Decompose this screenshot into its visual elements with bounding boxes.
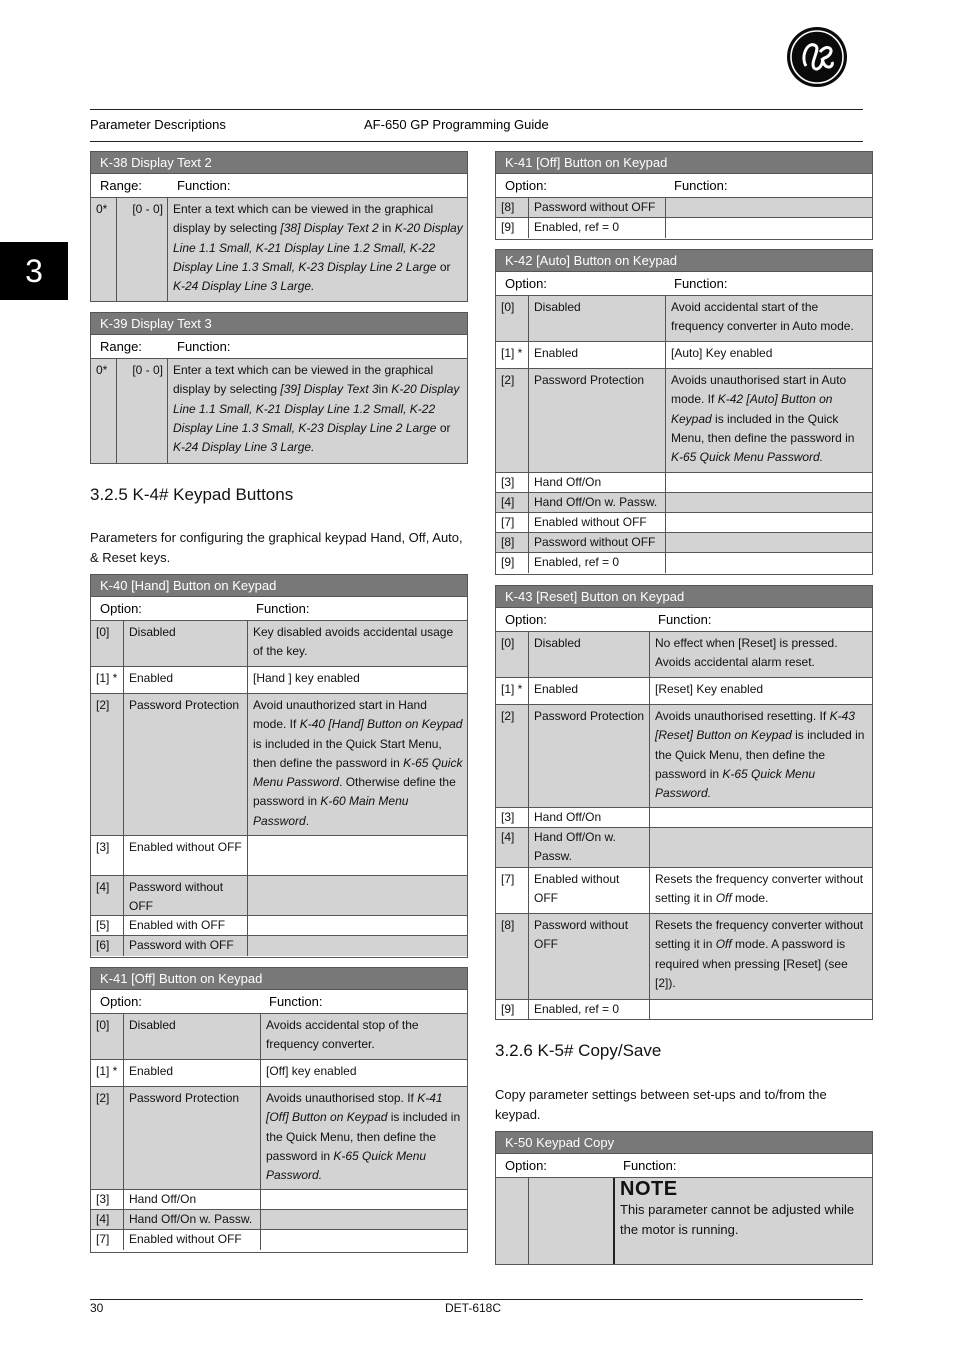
- option-name: Enabled, ref = 0: [529, 553, 666, 573]
- option-code: [3]: [496, 473, 529, 492]
- option-code: [7]: [91, 1230, 124, 1250]
- option-code: [9]: [496, 553, 529, 573]
- option-code: [2]: [496, 369, 529, 472]
- option-function: [261, 1230, 467, 1250]
- option-name: Enabled without OFF: [124, 1230, 261, 1250]
- table-row: [496, 553, 872, 573]
- option-name: Enabled, ref = 0: [529, 218, 666, 238]
- option-name: Disabled: [529, 632, 650, 677]
- table-row: [496, 533, 872, 553]
- option-function: [248, 916, 467, 935]
- doc-number: DET-618C: [445, 1301, 502, 1315]
- col-option: Option:: [100, 601, 142, 616]
- option-function: [650, 808, 872, 827]
- option-name: Hand Off/On: [529, 808, 650, 827]
- table-row: [496, 914, 872, 1000]
- option-function: Avoid accidental start of the frequency converter in Auto mode.: [666, 296, 872, 341]
- default-cell: 0*: [91, 359, 117, 463]
- col-option: Option:: [505, 612, 547, 627]
- option-function: Resets the frequency converter without setting it in Off mode. A password is required when pressing [Reset] (see [2]).: [650, 914, 872, 999]
- table-row: [496, 342, 872, 369]
- table-title: K-41 [Off] Button on Keypad: [91, 968, 467, 990]
- col-function: Function:: [177, 339, 231, 354]
- option-name: Password without OFF: [529, 533, 666, 552]
- function-cell: Enter a text which can be viewed in the graphical display by selecting [38] Display Text 2 in K-20 Display Line 1.1 Small, K-21 Display Line 1.2 Small, K-22 Display Line 1.3 Small, K-23 Display Line 2 Large or K-24 Display Line 3 Large.: [168, 198, 467, 301]
- col-option: Option:: [100, 994, 142, 1009]
- table-row: [91, 1014, 467, 1060]
- param-table-k40: [90, 574, 468, 958]
- option-code: [2]: [91, 1087, 124, 1189]
- option-function: [248, 936, 467, 956]
- option-name: Disabled: [529, 296, 666, 341]
- option-name: Enabled without OFF: [529, 513, 666, 532]
- note-text: This parameter cannot be adjusted while the motor is running.: [620, 1202, 855, 1237]
- table-row: [91, 359, 467, 463]
- option-code: [9]: [496, 218, 529, 238]
- option-function: [Off] key enabled: [266, 1064, 357, 1078]
- option-code: [496, 1178, 529, 1264]
- range-cell: [0 - 0]: [117, 359, 168, 463]
- option-code: [2]: [496, 705, 529, 807]
- table-row: [496, 369, 872, 473]
- option-code: [0]: [91, 1014, 124, 1059]
- option-function: [Hand ] key enabled: [253, 671, 360, 685]
- option-code: [0]: [91, 621, 124, 666]
- ge-logo: [786, 26, 848, 88]
- section-paragraph: Parameters for configuring the graphical keypad Hand, Off, Auto, & Reset keys.: [90, 530, 463, 565]
- option-code: [3]: [91, 1190, 124, 1209]
- chapter-tab: 3: [0, 242, 68, 300]
- option-function: [Reset] Key enabled: [655, 682, 764, 696]
- table-row: [91, 916, 467, 936]
- option-code: [8]: [496, 198, 529, 217]
- param-table-k42: [495, 249, 873, 575]
- col-function: Function:: [674, 178, 728, 193]
- col-range: Range:: [100, 178, 142, 193]
- table-row: [91, 1190, 467, 1210]
- table-title: K-50 Keypad Copy: [496, 1132, 872, 1154]
- table-row: [91, 667, 467, 694]
- option-function: [666, 533, 872, 552]
- section-paragraph: Copy parameter settings between set-ups and to/from the keypad.: [495, 1087, 827, 1122]
- option-code: [5]: [91, 916, 124, 935]
- option-name: [529, 1178, 615, 1264]
- col-function: Function:: [658, 612, 712, 627]
- col-option: Option:: [505, 276, 547, 291]
- range-cell: [0 - 0]: [117, 198, 168, 301]
- section-heading: 3.2.5 K-4# Keypad Buttons: [90, 485, 294, 504]
- col-option: Option:: [505, 178, 547, 193]
- option-code: [6]: [91, 936, 124, 956]
- table-row: [496, 678, 872, 705]
- option-code: [4]: [496, 493, 529, 512]
- table-title: K-43 [Reset] Button on Keypad: [496, 586, 872, 608]
- option-code: [1] *: [496, 342, 529, 368]
- param-table-k39: [90, 312, 468, 464]
- option-code: [1] *: [91, 1060, 124, 1086]
- table-row: [496, 868, 872, 914]
- table-row: [91, 198, 467, 301]
- option-name: Password without OFF: [529, 914, 650, 999]
- option-function: [261, 1210, 467, 1229]
- param-table-k38: [90, 151, 468, 302]
- option-function: [666, 218, 872, 238]
- table-row: [496, 473, 872, 493]
- option-code: [8]: [496, 914, 529, 999]
- header-section-title: Parameter Descriptions: [90, 117, 226, 132]
- col-range: Range:: [100, 339, 142, 354]
- table-header: [91, 335, 467, 359]
- table-row: [496, 296, 872, 342]
- option-function: [Auto] Key enabled: [671, 346, 773, 360]
- table-header: [91, 990, 467, 1014]
- option-code: [1] *: [91, 667, 124, 693]
- note-title: NOTE: [620, 1178, 678, 1200]
- option-code: [3]: [496, 808, 529, 827]
- option-function: [666, 493, 872, 512]
- option-name: Enabled: [529, 678, 650, 704]
- table-row: [496, 493, 872, 513]
- option-function: Avoids unauthorised stop. If K-41 [Off] Button on Keypad is included in the Quick Menu, then define the password in K-65 Quick Menu Password.: [261, 1087, 467, 1189]
- option-name: Hand Off/On w. Passw.: [529, 828, 650, 867]
- col-function: Function:: [269, 994, 323, 1009]
- option-function: [666, 198, 872, 217]
- option-name: Password Protection: [124, 694, 248, 835]
- option-name: Enabled without OFF: [529, 868, 650, 913]
- option-name: Hand Off/On: [124, 1190, 261, 1209]
- option-name: Hand Off/On w. Passw.: [529, 493, 666, 512]
- option-function: Resets the frequency converter without setting it in Off mode.: [655, 872, 864, 906]
- table-row: [91, 836, 467, 876]
- option-function: Avoids accidental stop of the frequency converter.: [261, 1014, 467, 1059]
- table-title: K-40 [Hand] Button on Keypad: [91, 575, 467, 597]
- col-function: Function:: [177, 178, 231, 193]
- table-row: [496, 198, 872, 218]
- table-header: [496, 1154, 872, 1178]
- option-name: Enabled, ref = 0: [529, 1000, 650, 1020]
- option-function: [666, 553, 872, 573]
- note-box: [615, 1178, 872, 1264]
- option-code: [0]: [496, 632, 529, 677]
- col-function: Function:: [674, 276, 728, 291]
- option-function: [666, 513, 872, 532]
- table-title: K-41 [Off] Button on Keypad: [496, 152, 872, 174]
- option-name: Password Protection: [124, 1087, 261, 1189]
- option-function: Avoids unauthorised start in Auto mode. If K-42 [Auto] Button on Keypad is included in the Quick Menu, then define the password in K-65 Quick Menu Password.: [666, 369, 872, 472]
- table-row: [91, 621, 467, 667]
- option-function: [650, 828, 872, 867]
- table-row: [91, 1230, 467, 1250]
- option-name: Password without OFF: [124, 876, 248, 915]
- option-name: Enabled without OFF: [124, 836, 248, 875]
- function-cell: Enter a text which can be viewed in the graphical display by selecting [39] Display Text 3in K-20 Display Line 1.1 Small, K-21 Display Line 1.2 Small, K-22 Display Line 1.3 Small, K-23 Display Line 2 Large or K-24 Display Line 3 Large.: [168, 359, 467, 463]
- option-code: [9]: [496, 1000, 529, 1020]
- option-code: [8]: [496, 533, 529, 552]
- option-code: [4]: [496, 828, 529, 867]
- option-function: [650, 1000, 872, 1020]
- option-function: [666, 473, 872, 492]
- table-row: [496, 1178, 872, 1264]
- option-function: [248, 836, 467, 875]
- option-name: Disabled: [124, 1014, 261, 1059]
- table-row: [496, 513, 872, 533]
- option-code: [2]: [91, 694, 124, 835]
- default-cell: 0*: [91, 198, 117, 301]
- option-name: Enabled: [124, 667, 248, 693]
- option-function: Avoids unauthorised resetting. If K-43 [Reset] Button on Keypad is included in the Quick Menu, then define the password in K-65 Quick Menu Password.: [650, 705, 872, 807]
- option-code: [4]: [91, 1210, 124, 1229]
- table-row: [91, 936, 467, 956]
- option-function: [248, 876, 467, 915]
- table-row: [496, 705, 872, 808]
- table-row: [496, 1000, 872, 1020]
- header-rule-top: [90, 109, 863, 110]
- col-function: Function:: [623, 1158, 677, 1173]
- option-function: Avoid unauthorized start in Hand mode. If K-40 [Hand] Button on Keypad is included in the Quick Start Menu, then define the password in K-65 Quick Menu Password. Otherwise define the password in K-60 Main Menu Password.: [248, 694, 467, 835]
- table-header: [91, 597, 467, 621]
- table-row: [91, 694, 467, 836]
- option-name: Password Protection: [529, 369, 666, 472]
- option-name: Password without OFF: [529, 198, 666, 217]
- col-option: Option:: [505, 1158, 547, 1173]
- table-row: [91, 1210, 467, 1230]
- option-name: Hand Off/On: [529, 473, 666, 492]
- table-header: [91, 174, 467, 198]
- table-header: [496, 608, 872, 632]
- param-table-k43: [495, 585, 873, 1020]
- table-row: [496, 828, 872, 868]
- option-code: [4]: [91, 876, 124, 915]
- footer-rule: [90, 1299, 863, 1300]
- option-code: [3]: [91, 836, 124, 875]
- table-row: [496, 218, 872, 238]
- option-code: [1] *: [496, 678, 529, 704]
- table-row: [496, 808, 872, 828]
- option-function: No effect when [Reset] is pressed. Avoids accidental alarm reset.: [650, 632, 872, 677]
- table-header: [496, 272, 872, 296]
- section-heading: 3.2.6 K-5# Copy/Save: [495, 1041, 662, 1060]
- param-table-k41: [90, 967, 468, 1253]
- option-name: Password with OFF: [124, 936, 248, 956]
- option-name: Hand Off/On w. Passw.: [124, 1210, 261, 1229]
- option-name: Password Protection: [529, 705, 650, 807]
- page-number: 30: [90, 1301, 104, 1315]
- option-name: Enabled: [529, 342, 666, 368]
- option-name: Enabled with OFF: [124, 916, 248, 935]
- header-rule-bottom: [90, 141, 863, 142]
- param-table-k41-continued: [495, 151, 873, 240]
- table-title: K-38 Display Text 2: [91, 152, 467, 174]
- table-header: [496, 174, 872, 198]
- option-code: [7]: [496, 513, 529, 532]
- option-name: Enabled: [124, 1060, 261, 1086]
- option-function: [261, 1190, 467, 1209]
- option-name: Disabled: [124, 621, 248, 666]
- option-function: Key disabled avoids accidental usage of the key.: [248, 621, 467, 666]
- table-title: K-39 Display Text 3: [91, 313, 467, 335]
- table-row: [91, 1060, 467, 1087]
- table-title: K-42 [Auto] Button on Keypad: [496, 250, 872, 272]
- param-table-k50: [495, 1131, 873, 1265]
- option-code: [0]: [496, 296, 529, 341]
- option-code: [7]: [496, 868, 529, 913]
- table-row: [91, 1087, 467, 1190]
- header-guide-title: AF-650 GP Programming Guide: [364, 117, 549, 132]
- col-function: Function:: [256, 601, 310, 616]
- table-row: [496, 632, 872, 678]
- table-row: [91, 876, 467, 916]
